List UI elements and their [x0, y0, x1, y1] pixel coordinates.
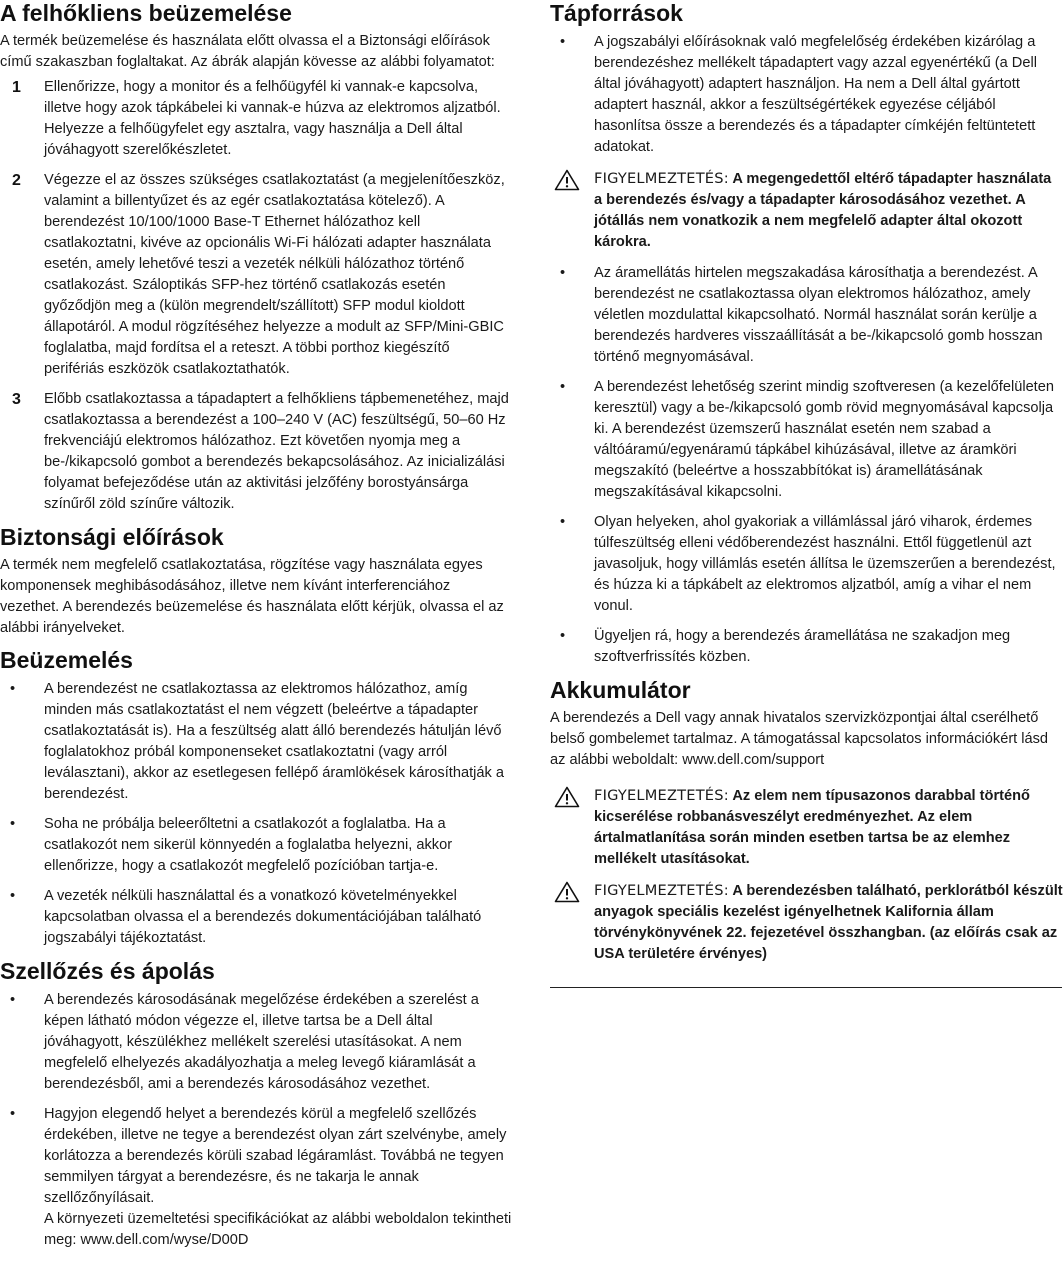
bullet-text: [44, 1104, 512, 1251]
warning-body: A berendezésben található, perklorátból készült anyagok speciális kezelést igényelhetnek Kalifornia állam törvénykönyvének 22. fejezetével összhangban. (az előírás csak az USA területére érvényes): [594, 883, 1063, 962]
bullet-text: Olyan helyeken, ahol gyakoriak a villámlással járó viharok, érdemes túlfeszültség elleni védőberendezést használni. Ettől függetlenül azt javasoljuk, hogy villámlás esetén állítsa le üzemszerűen a berendezést, és húzza ki a tápkábelt az elektromos aljzatból, amíg a vihar el nem vonul.: [594, 514, 1056, 614]
safety-title: Biztonsági előírások: [0, 524, 224, 550]
install-title: Beüzemelés: [0, 647, 133, 673]
ventilation-bullets: [0, 990, 512, 1251]
warning-label: FIGYELMEZTETÉS:: [594, 882, 729, 899]
warning-triangle-icon: [550, 880, 594, 965]
bullet-text: Az áramellátás hirtelen megszakadása károsíthatja a berendezést. A berendezést ne csatlakoztassa olyan elektromos hálózathoz, amely véletlen mozdulattal kikapcsolható. Normál használat során kerülje a berendezés hardveres visszaállítását a be-/kikapcsoló gomb hosszan történő megnyomásával.: [594, 265, 1043, 365]
ventilation-title: Szellőzés és ápolás: [0, 958, 215, 984]
warning-triangle-icon: [550, 168, 594, 253]
warning-triangle-icon: [550, 785, 594, 870]
bullet-text: A berendezést ne csatlakoztassa az elektromos hálózathoz, amíg minden más csatlakoztatást el nem végzett (beleértve a tápadapter csatlakoztatását is). Ha a feszültség alatt álló berendezés hátulján lévő foglalatokhoz próbál komponenseket csatlakoztatni (vagy arról leválasztani), akkor az esetlegesen fellépő áramlökések károsíthatják a berendezést.: [44, 681, 504, 802]
battery-title: Akkumulátor: [550, 677, 691, 703]
warning-body: Az elem nem típusazonos darabbal történő kicserélése robbanásveszélyt eredményezhet. Az elem ártalmatlanítása során minden esetben tartsa be az elemhez mellékelt utasításokat.: [594, 788, 1030, 867]
install-bullets: [0, 679, 512, 949]
power-bullets-after: [550, 263, 1063, 668]
bullet-marker: •: [10, 992, 16, 1008]
setup-step: [0, 170, 512, 380]
horizontal-divider: [550, 987, 1062, 988]
list-item: [550, 626, 1063, 668]
step-number: 3: [12, 391, 21, 408]
bullet-marker: •: [560, 379, 566, 395]
step-number: 1: [12, 79, 21, 96]
warning-text: [594, 785, 1063, 870]
power-title: Tápforrások: [550, 0, 683, 26]
warning-text: [594, 880, 1063, 965]
bullet-marker: •: [560, 265, 566, 281]
step-text: Végezze el az összes szükséges csatlakoztatást (a megjelenítőeszköz, valamint a billentyűzet és az egér csatlakoztatása kötelező). A berendezést 10/100/1000 Base-T Ethernet hálózathoz kell csatlakoztatni, kivéve az opcionális Wi-Fi hálózati adapter használata esetén, amely lehetővé teszi a vezeték nélküli hálózathoz történő csatlakozást. Száloptikás SFP-hez történő csatlakozás esetén győződjön meg a (külön megrendelt/szállított) SFP modul kioldott állapotáról. A modul rögzítéséhez helyezze a modult az SFP/Mini-GBIC foglalatba, majd fordítsa el a reteszt. A többi porthoz kiegészítő perifériás eszközök csatlakoztathatók.: [44, 172, 505, 377]
list-item: [550, 263, 1063, 368]
battery-warning: [550, 785, 1063, 870]
step-number: 2: [12, 172, 21, 189]
setup-step: [0, 77, 512, 161]
step-text: Előbb csatlakoztassa a tápadaptert a felhőkliens tápbemenetéhez, majd csatlakoztassa a berendezést a 100–240 V (AC) feszültségű, 50–60 Hz frekvenciájú elektromos hálózathoz. Ezt követően nyomja meg a be-/kikapcsoló gombot a berendezés bekapcsolásához. Az inicializálási folyamat befejeződése után az aktivitási jelzőfény borostyánsárga színűről zöld színűre változik.: [44, 391, 509, 512]
list-item: [550, 32, 1063, 158]
safety-intro: A termék nem megfelelő csatlakoztatása, rögzítése vagy használata egyes komponensek meghibásodásához, illetve nem kívánt interferenciához vezethet. A berendezés beüzemelése és használata előtt kérjük, olvassa el az alábbi irányelveket.: [0, 557, 504, 636]
bullet-text: A jogszabályi előírásoknak való megfelelőség érdekében kizárólag a berendezéshez mellékelt tápadaptert vagy azzal egyenértékű (a Dell által jóváhagyott) adaptert használjon. Ha nem a Dell által gyártott adaptert használ, akkor a feszültségértékek egyezése céljából hasonlítsa össze a berendezés és a tápadapter címkéjén feltüntetett adatokat.: [594, 34, 1037, 155]
ventilation-bullet-text: Hagyjon elegendő helyet a berendezés körül a megfelelő szellőzés érdekében, illetve ne tegye a berendezést olyan zárt szelvénybe, amely korlátozza a berendezés körüli szabad légáramlást. Továbbá ne tegyen semmilyen tárgyat a berendezésre, és ne takarja le annak szellőzőnyílásait.: [44, 1106, 507, 1206]
bullet-marker: •: [10, 1106, 16, 1122]
list-item: [550, 377, 1063, 503]
setup-step: [0, 389, 512, 515]
warning-body: A megengedettől eltérő tápadapter használata a berendezés és/vagy a tápadapter károsodásához vezethet. A jótállás nem vonatkozik a nem megfelelő adapter által okozott károkra.: [594, 171, 1052, 250]
step-text: Ellenőrizze, hogy a monitor és a felhőügyfél ki vannak-e kapcsolva, illetve hogy azok tápkábelei ki vannak-e húzva az elektromos aljzatból. Helyezze a felhőügyfelet egy asztalra, vagy használja a Dell által jóváhagyott szerelőkészletet.: [44, 79, 501, 158]
power-warning: [550, 168, 1063, 253]
battery-intro: A berendezés a Dell vagy annak hivatalos szervizközpontjai által cserélhető belső gombelemet tartalmaz. A támogatással kapcsolatos információkért lásd az alábbi weboldalt: www.dell.com/support: [550, 710, 1049, 768]
bullet-text: A berendezés károsodásának megelőzése érdekében a szerelést a képen látható módon végezze el, illetve tartsa be a Dell által jóváhagyott, készülékhez mellékelt szerelési utasításokat. A nem megfelelő elhelyezés akadályozhatja a meleg levegő kiáramlását a berendezésből, ami a berendezés károsodásához vezethet.: [44, 992, 479, 1092]
warning-label: FIGYELMEZTETÉS:: [594, 787, 729, 804]
bullet-marker: •: [560, 628, 566, 644]
list-item: [550, 512, 1063, 617]
right-column: [550, 0, 1063, 975]
power-bullets: [550, 32, 1063, 158]
bullet-text: A berendezést lehetőség szerint mindig szoftveresen (a kezelőfelületen keresztül) vagy a be-/kikapcsoló gomb rövid megnyomásával kapcsolja ki. A berendezést üzemszerű használat esetén nem szabad a váltóáramú/egyenáramú tápkábel kihúzásával, illetve az áramköri megszakító (beleértve a hosszabbítókat is) áramellátásának megszakításával kikapcsolni.: [594, 379, 1054, 500]
bullet-text: Ügyeljen rá, hogy a berendezés áramellátása ne szakadjon meg szoftverfrissítés közben.: [594, 628, 1011, 665]
left-column: [0, 0, 512, 1260]
list-item: [0, 679, 512, 805]
setup-intro: A termék beüzemelése és használata előtt olvassa el a Biztonsági előírások című szakaszban foglaltakat. Az ábrák alapján kövesse az alábbi folyamatot:: [0, 33, 495, 70]
list-item: [0, 1104, 512, 1251]
list-item: [0, 814, 512, 877]
bullet-marker: •: [560, 34, 566, 50]
bullet-marker: •: [10, 681, 16, 697]
warning-label: FIGYELMEZTETÉS:: [594, 170, 729, 187]
warning-text: [594, 168, 1063, 253]
bullet-marker: •: [560, 514, 566, 530]
bullet-marker: •: [10, 888, 16, 904]
bullet-text: A vezeték nélküli használattal és a vonatkozó követelményekkel kapcsolatban olvassa el a berendezés dokumentációjában található jogszabályi tájékoztatást.: [44, 888, 482, 946]
setup-title: A felhőkliens beüzemelése: [0, 0, 292, 26]
ventilation-note: A környezeti üzemeltetési specifikációkat az alábbi weboldalon tekintheti meg: www.dell.com/wyse/D00D: [44, 1211, 512, 1248]
list-item: [0, 886, 512, 949]
list-item: [0, 990, 512, 1095]
bullet-text: Soha ne próbálja beleerőltetni a csatlakozót a foglalatba. Ha a csatlakozót nem sikerül könnyedén a foglalatba helyezni, akkor ellenőrizze, hogy a csatlakozót megfelelő pozícióban tartja-e.: [44, 816, 453, 874]
battery-warning: [550, 880, 1063, 965]
setup-steps: [0, 77, 512, 515]
bullet-marker: •: [10, 816, 16, 832]
